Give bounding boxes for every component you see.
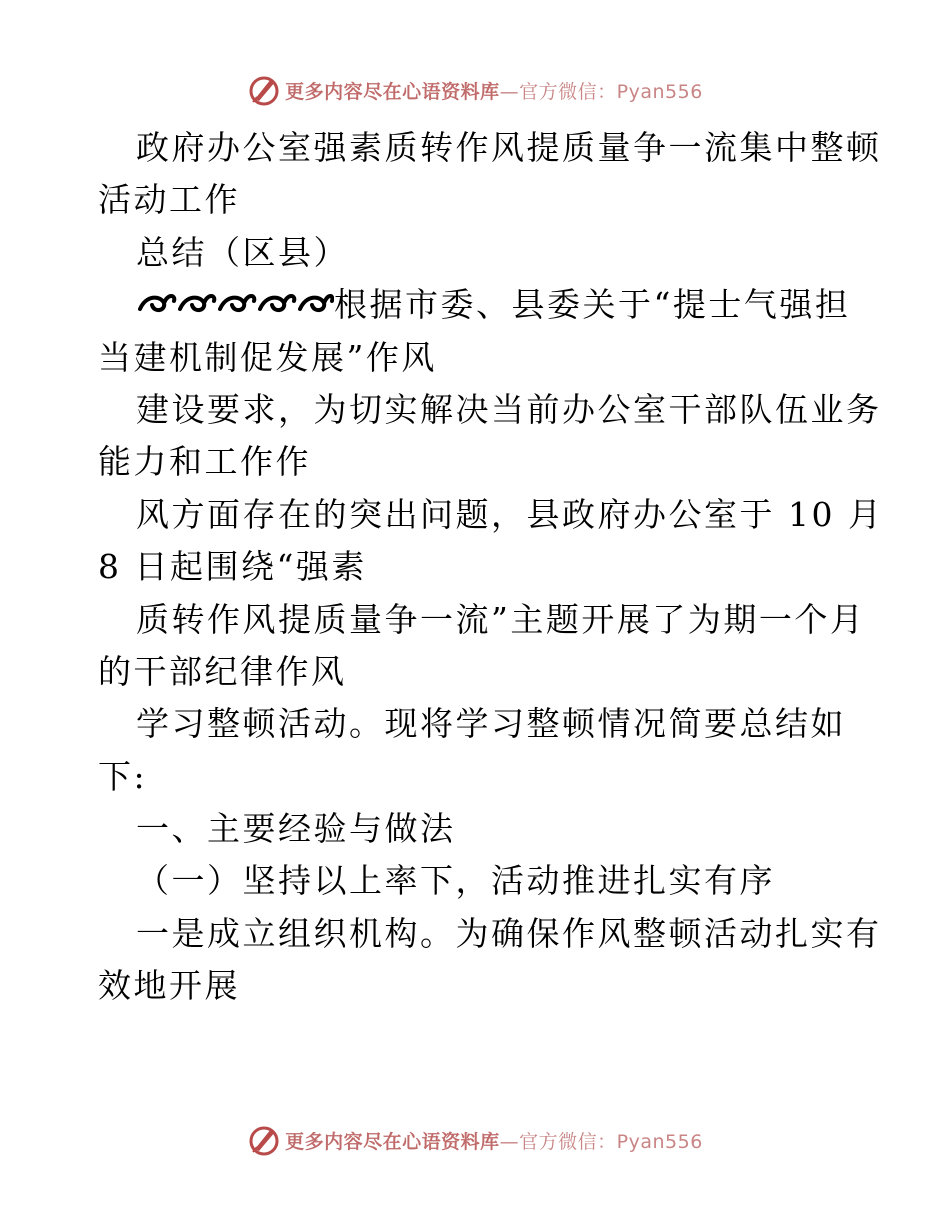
paragraph-line: 效地开展 [98, 966, 240, 1006]
paragraph-line: 建设要求，为切实解决当前办公室干部队伍业务 [136, 389, 882, 429]
header-banner [0, 70, 950, 110]
footer-banner-main: 更多内容尽在心语资料库 [285, 1130, 500, 1153]
paragraph-line: 学习整顿活动。现将学习整顿情况简要总结如 [136, 704, 846, 744]
footer-banner [0, 1120, 950, 1160]
document-title-line-3: 总结（区县） [136, 232, 349, 272]
paragraph-line: 一是成立组织机构。为确保作风整顿活动扎实有 [136, 913, 882, 953]
section-heading: 一、主要经验与做法 [136, 809, 456, 849]
document-body [98, 122, 884, 1013]
paragraph-line: 当建机制促发展”作风 [98, 337, 437, 377]
footer-banner-text [285, 1127, 703, 1154]
paragraph-line: 下: [98, 756, 148, 796]
header-banner-text [285, 77, 703, 104]
paragraph-line-text: 根据市委、县委关于“提士气强担 [334, 285, 851, 325]
feather-pen-logo-icon [247, 73, 281, 107]
document-title-line-1: 政府办公室强素质转作风提质量争一流集中整顿 [136, 128, 882, 167]
header-banner-suffix: —官方微信：Pyan556 [499, 80, 703, 103]
paragraph-line: 的干部纪律作风 [98, 651, 347, 691]
paragraph-line: 风方面存在的突出问题，县政府办公室于 10 月 [136, 494, 884, 534]
swirl-ornament-icon [136, 289, 334, 319]
footer-banner-suffix: —官方微信：Pyan556 [499, 1130, 703, 1153]
document-title-line-2: 活动工作 [98, 180, 240, 220]
paragraph-line: 能力和工作作 [98, 442, 311, 482]
paragraph-line [98, 279, 858, 331]
paragraph-line: 质转作风提质量争一流”主题开展了为期一个月 [136, 599, 866, 639]
header-banner-main: 更多内容尽在心语资料库 [285, 80, 500, 103]
paragraph-line: 8 日起围绕“强素 [98, 547, 367, 587]
feather-pen-logo-icon [247, 1123, 281, 1157]
subsection-heading: （一）坚持以上率下，活动推进扎实有序 [136, 861, 775, 901]
